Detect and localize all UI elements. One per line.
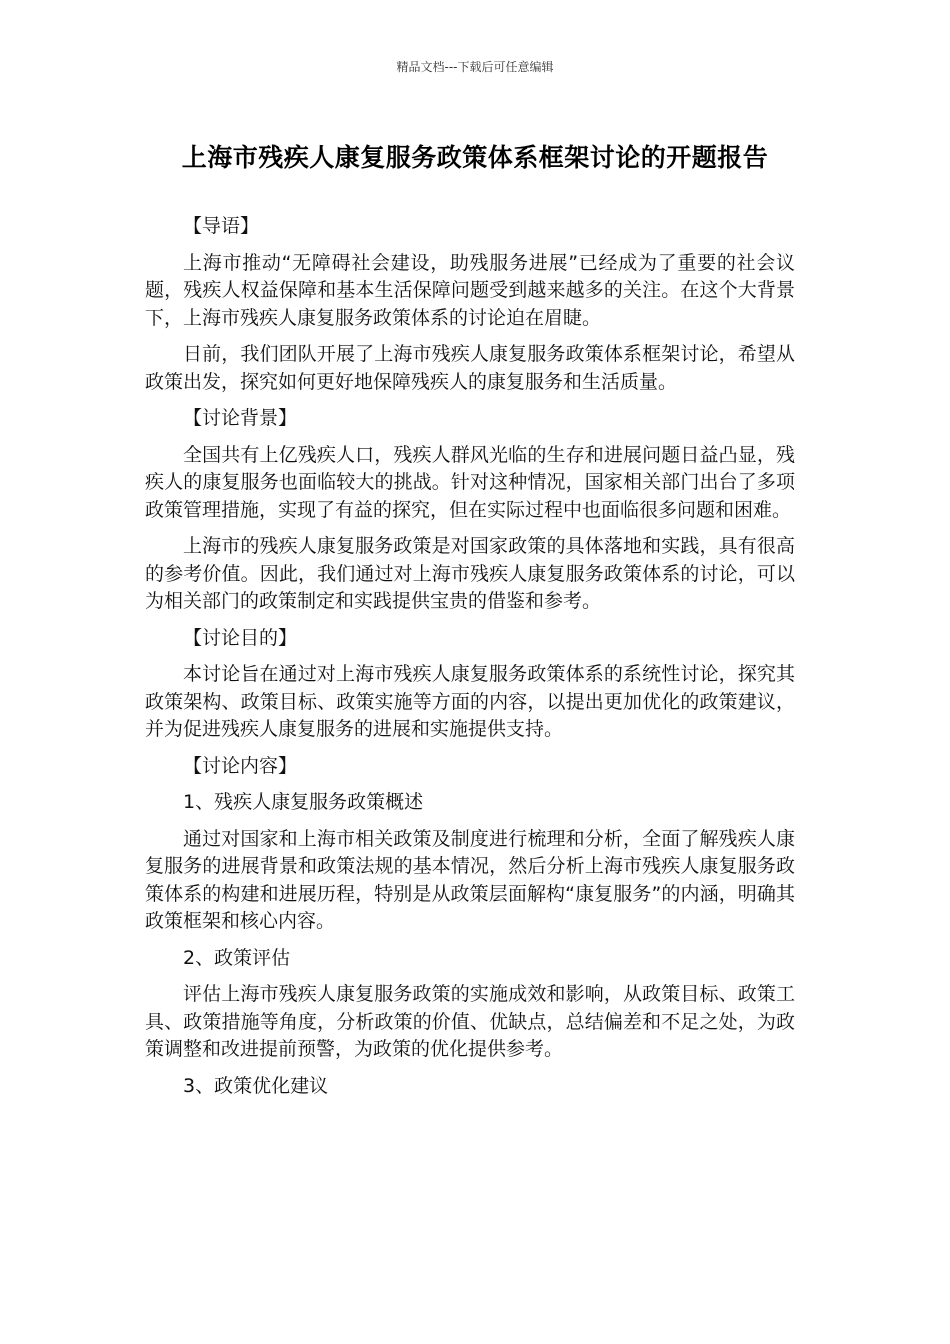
section-heading-purpose: 【讨论目的】 bbox=[183, 626, 298, 649]
subsection-heading-3: 3、政策优化建议 bbox=[183, 1074, 329, 1097]
paragraph: 本讨论旨在通过对上海市残疾人康复服务政策体系的系统性讨论，探究其政策架构、政策目标、政策实施等方面的内容，以提出更加优化的政策建议，并为促进残疾人康复服务的进展和实施提供支持。 bbox=[145, 663, 795, 740]
paragraph: 日前，我们团队开展了上海市残疾人康复服务政策体系框架讨论，希望从政策出发，探究如何更好地保障残疾人的康复服务和生活质量。 bbox=[145, 343, 795, 393]
header-note: 精品文档---下载后可任意编辑 bbox=[396, 60, 554, 74]
document-title: 上海市残疾人康复服务政策体系框架讨论的开题报告 bbox=[181, 143, 769, 172]
document-body bbox=[145, 213, 795, 1109]
paragraph: 通过对国家和上海市相关政策及制度进行梳理和分析，全面了解残疾人康复服务的进展背景和政策法规的基本情况，然后分析上海市残疾人康复服务政策体系的构建和进展历程，特别是从政策层面解构“康复服务”的内涵，明确其政策框架和核心内容。 bbox=[145, 827, 795, 932]
subsection-heading-1: 1、残疾人康复服务政策概述 bbox=[183, 791, 424, 813]
paragraph: 评估上海市残疾人康复服务政策的实施成效和影响，从政策目标、政策工具、政策措施等角度，分析政策的价值、优缺点，总结偏差和不足之处，为政策调整和改进提前预警，为政策的优化提供参考。 bbox=[145, 983, 795, 1060]
section-heading-intro: 【导语】 bbox=[183, 215, 260, 237]
paragraph: 上海市的残疾人康复服务政策是对国家政策的具体落地和实践，具有很高的参考价值。因此，我们通过对上海市残疾人康复服务政策体系的讨论，可以为相关部门的政策制定和实践提供宝贵的借鉴和参考。 bbox=[145, 535, 795, 612]
subsection-heading-2: 2、政策评估 bbox=[183, 946, 291, 969]
paragraph: 上海市推动“无障碍社会建设，助残服务进展”已经成为了重要的社会议题，残疾人权益保障和基本生活保障问题受到越来越多的关注。在这个大背景下，上海市残疾人康复服务政策体系的讨论迫在眉睫。 bbox=[145, 251, 795, 329]
paragraph: 全国共有上亿残疾人口，残疾人群风光临的生存和进展问题日益凸显，残疾人的康复服务也面临较大的挑战。针对这种情况，国家相关部门出台了多项政策管理措施，实现了有益的探究，但在实际过程中也面临很多问题和困难。 bbox=[145, 443, 795, 521]
section-heading-background: 【讨论背景】 bbox=[183, 407, 298, 429]
section-heading-content: 【讨论内容】 bbox=[183, 754, 298, 777]
